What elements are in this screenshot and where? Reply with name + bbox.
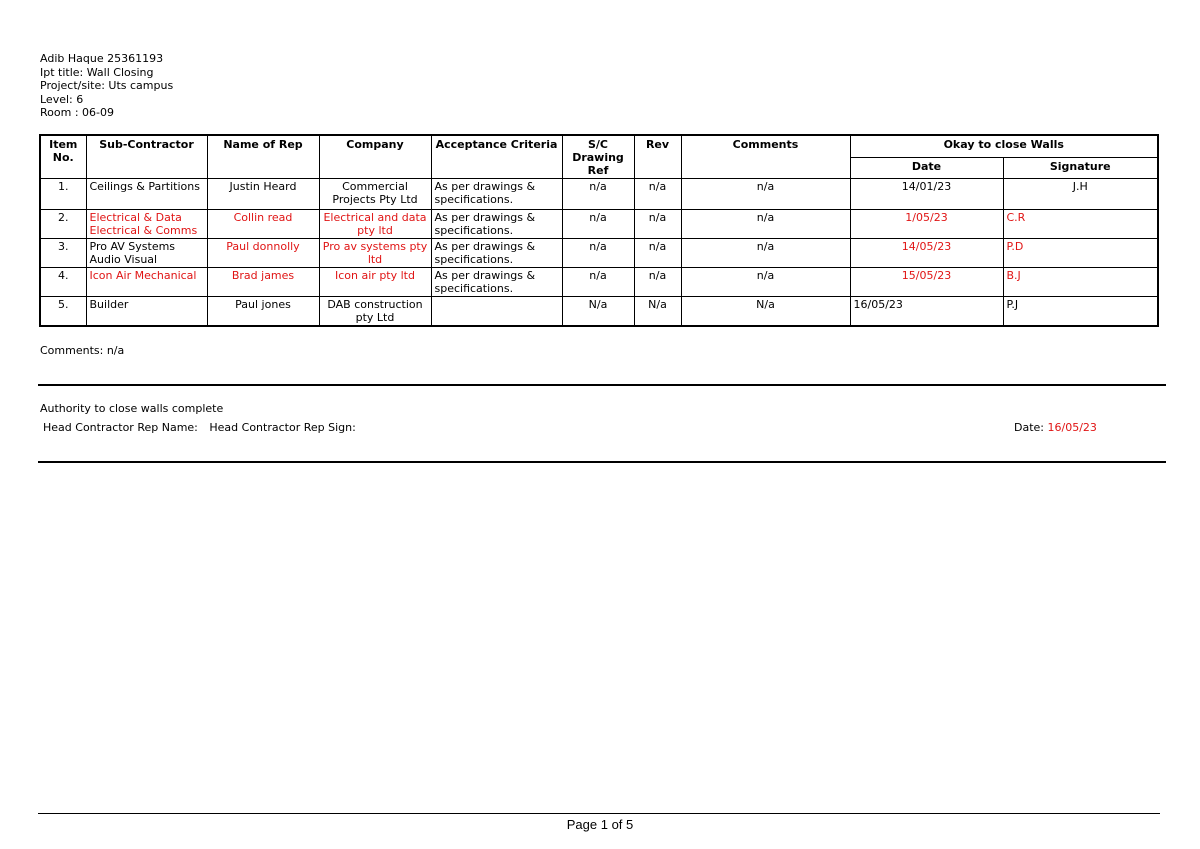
cell-signature: P.J <box>1003 297 1158 327</box>
cell-rep: Collin read <box>207 210 319 239</box>
table-row <box>40 239 1158 268</box>
cell-rev: n/a <box>634 179 681 210</box>
cell-criteria <box>431 297 562 327</box>
cell-subcontractor: Builder <box>86 297 207 327</box>
cell-rev: n/a <box>634 210 681 239</box>
cell-subcontractor: Electrical & Data Electrical & Comms <box>86 210 207 239</box>
header-company: Company <box>319 135 431 179</box>
level-line: Level: 6 <box>40 92 84 106</box>
header-okay-to-close: Okay to close Walls <box>850 135 1158 157</box>
cell-comments: n/a <box>681 179 850 210</box>
cell-rep: Paul jones <box>207 297 319 327</box>
cell-item: 2. <box>40 210 86 239</box>
table-row <box>40 297 1158 327</box>
header-rev: Rev <box>634 135 681 179</box>
cell-signature: C.R <box>1003 210 1158 239</box>
cell-comments: n/a <box>681 268 850 297</box>
ipt-title-line: Ipt title: Wall Closing <box>40 65 154 79</box>
cell-criteria: As per drawings & specifications. <box>431 179 562 210</box>
header-drawing-ref: S/C Drawing Ref <box>562 135 634 179</box>
rep-name-label: Head Contractor Rep Name: <box>43 421 198 434</box>
cell-drawing: N/a <box>562 297 634 327</box>
cell-comments: n/a <box>681 210 850 239</box>
cell-signature: P.D <box>1003 239 1158 268</box>
cell-signature: J.H <box>1003 179 1158 210</box>
cell-item: 5. <box>40 297 86 327</box>
authority-date <box>1014 421 1097 434</box>
date-label: Date: <box>1014 421 1044 434</box>
cell-rev: n/a <box>634 268 681 297</box>
divider <box>38 384 1166 386</box>
page-number: Page 1 of 5 <box>566 817 634 832</box>
cell-rev: n/a <box>634 239 681 268</box>
cell-company: Commercial Projects Pty Ltd <box>319 179 431 210</box>
header-date: Date <box>850 157 1003 178</box>
cell-date: 14/05/23 <box>850 239 1003 268</box>
cell-drawing: n/a <box>562 179 634 210</box>
cell-item: 1. <box>40 179 86 210</box>
cell-date: 15/05/23 <box>850 268 1003 297</box>
cell-company: DAB construction pty Ltd <box>319 297 431 327</box>
date-value: 16/05/23 <box>1047 421 1097 434</box>
header-rep-name: Name of Rep <box>207 135 319 179</box>
document-header <box>40 52 173 120</box>
cell-comments: n/a <box>681 239 850 268</box>
cell-drawing: n/a <box>562 268 634 297</box>
header-subcontractor: Sub-Contractor <box>86 135 207 179</box>
cell-date: 16/05/23 <box>850 297 1003 327</box>
cell-subcontractor: Ceilings & Partitions <box>86 179 207 210</box>
header-comments: Comments <box>681 135 850 179</box>
cell-rev: N/a <box>634 297 681 327</box>
project-line: Project/site: Uts campus <box>40 79 174 93</box>
cell-rep: Justin Heard <box>207 179 319 210</box>
cell-company: Pro av systems pty ltd <box>319 239 431 268</box>
header-signature: Signature <box>1003 157 1158 178</box>
cell-criteria: As per drawings & specifications. <box>431 239 562 268</box>
cell-subcontractor: Pro AV Systems Audio Visual <box>86 239 207 268</box>
authority-title: Authority to close walls complete <box>40 402 224 415</box>
room-line: Room : 06-09 <box>40 106 114 120</box>
cell-item: 3. <box>40 239 86 268</box>
header-item-no: Item No. <box>40 135 86 179</box>
table-row <box>40 210 1158 239</box>
cell-company: Icon air pty ltd <box>319 268 431 297</box>
comments-line: Comments: n/a <box>40 344 125 357</box>
cell-company: Electrical and data pty ltd <box>319 210 431 239</box>
authority-fields <box>43 421 356 434</box>
cell-rep: Paul donnolly <box>207 239 319 268</box>
rep-sign-label: Head Contractor Rep Sign: <box>209 421 356 434</box>
cell-drawing: n/a <box>562 210 634 239</box>
cell-date: 1/05/23 <box>850 210 1003 239</box>
cell-date: 14/01/23 <box>850 179 1003 210</box>
cell-signature: B.J <box>1003 268 1158 297</box>
divider <box>38 461 1166 463</box>
cell-comments: N/a <box>681 297 850 327</box>
footer-divider <box>38 813 1160 814</box>
cell-subcontractor: Icon Air Mechanical <box>86 268 207 297</box>
student-line: Adib Haque 25361193 <box>40 52 164 65</box>
cell-item: 4. <box>40 268 86 297</box>
table-row <box>40 179 1158 210</box>
cell-criteria: As per drawings & specifications. <box>431 268 562 297</box>
table-row <box>40 268 1158 297</box>
cell-criteria: As per drawings & specifications. <box>431 210 562 239</box>
cell-rep: Brad james <box>207 268 319 297</box>
wall-closing-table <box>39 134 1159 327</box>
cell-drawing: n/a <box>562 239 634 268</box>
header-acceptance-criteria: Acceptance Criteria <box>431 135 562 179</box>
